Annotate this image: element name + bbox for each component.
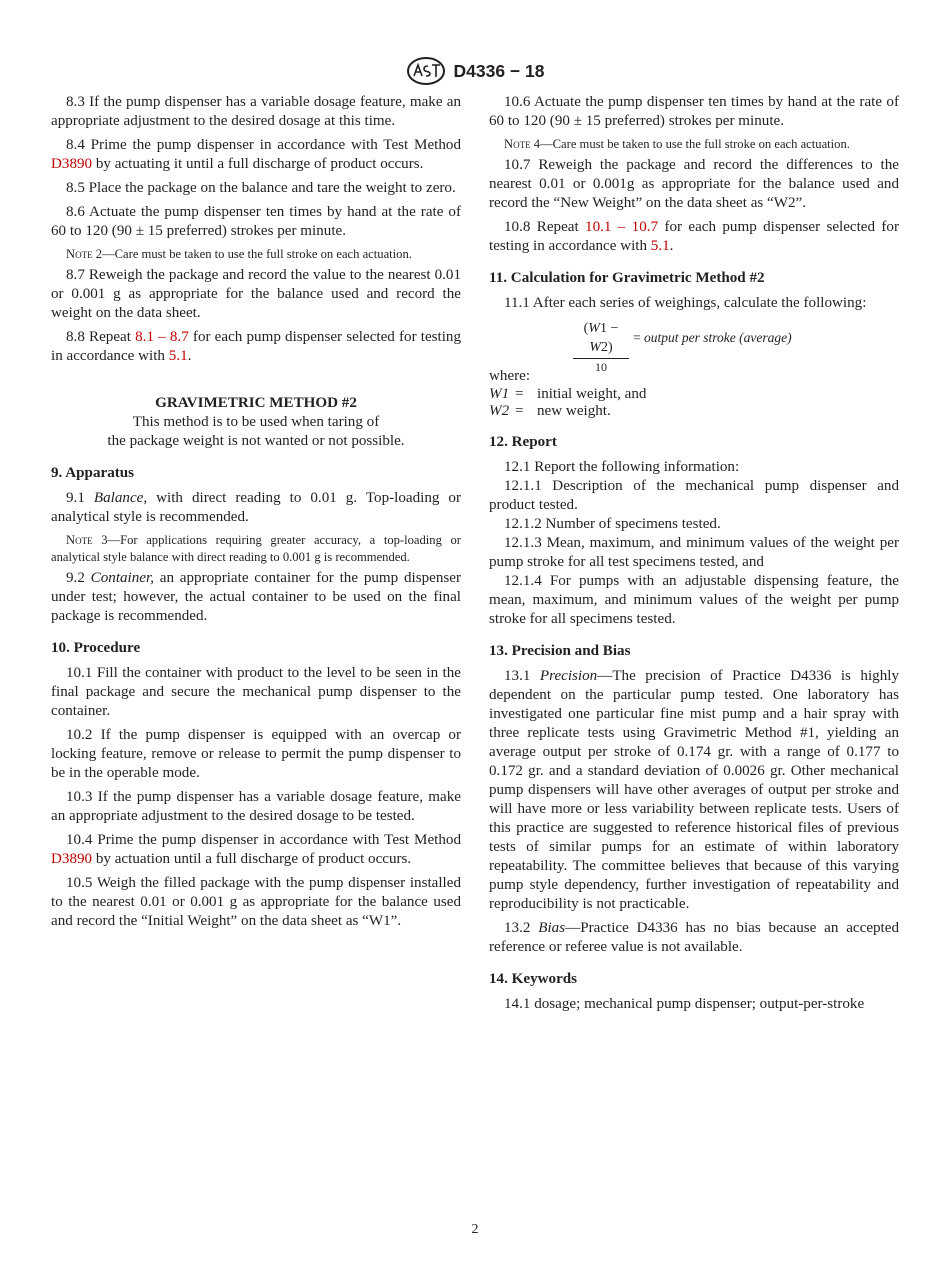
paren: ) [608, 340, 613, 355]
note-text: —Care must be taken to use the full stroke on each actuation. [102, 247, 412, 261]
text: —The precision of Practice D4336 is highly dependent on the particular pump tested. One laboratory has investigated one particular fine mist pump and a hair spray with three replicate tests using Gravimetric Method #1, yielding an average output per stroke of 0.174 gr. with a range of 0.177 to 0.172 gr. and a standard deviation of 0.0026 gr. Other mechanical pump dispensers will have other averages of output per stroke and will have more or less variability between replicate tests. Users of this practice are suggested to reference historical files of previous tests of similar pumps for an estimate of within laboratory repeatability. The committee believes that because of this varying pump style dependency, further investigation of repeatability and reproducibility is not practicable. [489, 668, 900, 912]
paragraph-13-2 [489, 919, 899, 957]
term: Bias [538, 920, 566, 936]
note-label: Note 4 [504, 137, 541, 151]
minus: − [606, 321, 619, 336]
definition-text: initial weight, and [537, 386, 647, 402]
paragraph-10-2: 10.2 If the pump dispenser is equipped with an overcap or locking feature, remove or release to permit the pump dispenser to be in the operable mode. [51, 727, 461, 781]
left-column [51, 93, 461, 936]
paragraph-10-4 [51, 831, 461, 869]
formula-result [633, 328, 792, 347]
text: 8.4 Prime the pump dispenser in accordance with Test Method [66, 137, 461, 153]
paragraph-10-7: 10.7 Reweigh the package and record the differences to the nearest 0.01 or 0.001g as appropriate for the balance used and record the “New Weight” on the data sheet as “W2”. [489, 157, 899, 211]
paragraph-13-1 [489, 667, 899, 914]
text: 13.2 [504, 920, 539, 936]
digit: 1 [599, 321, 607, 336]
paragraph-14-1: 14.1 dosage; mechanical pump dispenser; output-per-stroke [504, 996, 865, 1012]
note-4 [489, 136, 899, 153]
text: 8.8 Repeat [66, 329, 136, 345]
text: . [669, 238, 674, 254]
page-header [0, 56, 950, 86]
page-number: 2 [471, 1222, 479, 1237]
definition-list [489, 386, 899, 420]
paragraph-12-1-1: 12.1.1 Description of the mechanical pump dispenser and product tested. [489, 478, 899, 513]
document-id: D4336 − 18 [453, 60, 545, 81]
paragraph-9-1 [51, 489, 461, 527]
text: 10.8 Repeat [504, 219, 586, 235]
text: for each pump dispenser selected for testing in accordance with [51, 329, 462, 364]
formula-numerator [573, 319, 629, 359]
output-formula [489, 319, 899, 374]
digit: 2 [601, 340, 608, 355]
result-qualifier: (average) [739, 330, 792, 345]
gravimetric-intro-line-1: This method is to be used when taring of [132, 414, 380, 430]
section-11-heading: 11. Calculation for Gravimetric Method #2 [489, 270, 765, 286]
definition-w2 [489, 403, 899, 420]
link-5-1[interactable]: 5.1 [650, 238, 670, 254]
text: . [187, 348, 192, 364]
note-text: —Care must be taken to use the full stroke on each actuation. [540, 137, 850, 151]
section-9-heading: 9. Apparatus [51, 465, 135, 481]
symbol: W2 [489, 403, 510, 419]
link-8-1-8-7[interactable]: 8.1 – 8.7 [135, 329, 189, 345]
link-d3890[interactable]: D3890 [51, 851, 93, 867]
note-3 [51, 532, 461, 566]
section-10-heading: 10. Procedure [51, 640, 141, 656]
paragraph-10-6: 10.6 Actuate the pump dispenser ten times by hand at the rate of 60 to 120 (90 ± 15 preferred) strokes per minute. [489, 94, 899, 129]
text: with direct reading to 0.01 g. Top-loading or analytical style is recommended. [51, 490, 462, 525]
section-14-heading: 14. Keywords [489, 971, 578, 987]
symbol: W1 [489, 386, 510, 402]
text: —Practice D4336 has no bias because an accepted reference or referee value is not available. [489, 920, 899, 955]
astm-logo-icon [406, 56, 446, 86]
paragraph-12-1-3: 12.1.3 Mean, maximum, and minimum values of the weight per pump stroke for all test specimens tested, and [489, 535, 899, 570]
paragraph-8-5: 8.5 Place the package on the balance and tare the weight to zero. [66, 180, 456, 196]
paragraph-8-8 [51, 328, 461, 366]
var: W [589, 340, 601, 355]
gravimetric-method-2-title: GRAVIMETRIC METHOD #2 [155, 395, 357, 411]
text: 10.4 Prime the pump dispenser in accordance with Test Method [66, 832, 461, 848]
text: 9.1 [66, 490, 94, 506]
var: W [588, 321, 600, 336]
term: Container, [90, 570, 154, 586]
paragraph-8-3: 8.3 If the pump dispenser has a variable dosage feature, make an appropriate adjustment to the desired dosage at this time. [51, 94, 461, 129]
note-2 [51, 246, 461, 263]
definition-w1 [489, 386, 899, 403]
right-column [489, 93, 899, 1019]
link-10-1-10-7[interactable]: 10.1 – 10.7 [585, 219, 659, 235]
result-term: output per stroke [644, 330, 736, 345]
paragraph-10-3: 10.3 If the pump dispenser has a variable dosage feature, make an appropriate adjustment to the desired dosage to be tested. [51, 789, 461, 824]
paragraph-9-2 [51, 569, 461, 626]
paragraph-10-1: 10.1 Fill the container with product to the level to be seen in the final package and secure the mechanical pump dispenser to the container. [51, 665, 461, 719]
formula-fraction [573, 319, 629, 375]
text: by actuating it until a full discharge of product occurs. [92, 156, 424, 172]
equals: = [515, 403, 524, 419]
formula-denominator: 10 [595, 360, 607, 374]
paragraph-12-1-4: 12.1.4 For pumps with an adjustable dispensing feature, the mean, maximum, and minimum values of the weight per pump stroke for all specimens tested. [489, 573, 899, 627]
gravimetric-intro-line-2: the package weight is not wanted or not possible. [107, 433, 405, 449]
text: 9.2 [66, 570, 91, 586]
text: 13.1 [504, 668, 540, 684]
term: Balance, [93, 490, 148, 506]
note-text: —For applications requiring greater accuracy, a top-loading or analytical style balance with direct reading to 0.001 g is recommended. [51, 533, 461, 564]
text: by actuation until a full discharge of product occurs. [92, 851, 412, 867]
paragraph-8-7: 8.7 Reweigh the package and record the value to the nearest 0.01 or 0.001 g as appropriate for the balance used and record the weight on the data sheet. [51, 267, 461, 321]
paragraph-11-1: 11.1 After each series of weighings, calculate the following: [504, 295, 867, 311]
paren: ( [583, 321, 589, 336]
section-13-heading: 13. Precision and Bias [489, 643, 631, 659]
link-5-1[interactable]: 5.1 [168, 348, 188, 364]
note-label: Note 3 [66, 533, 108, 547]
where-label: where: [489, 368, 531, 384]
equals: = [515, 386, 524, 402]
note-label: Note 2 [66, 247, 103, 261]
paragraph-10-5: 10.5 Weigh the filled package with the pump dispenser installed to the nearest 0.01 or 0.001 g as appropriate for the balance used and record the “Initial Weight” on the data sheet as “W1”. [51, 875, 461, 929]
section-12-heading: 12. Report [489, 434, 557, 450]
paragraph-10-8 [489, 218, 899, 256]
paragraph-12-1: 12.1 Report the following information: [504, 459, 740, 475]
link-d3890[interactable]: D3890 [51, 156, 93, 172]
term: Precision [539, 668, 598, 684]
text: an appropriate container for the pump dispenser under test; however, the actual container to be used on the final package is recommended. [51, 570, 462, 624]
text: for each pump dispenser selected for testing in accordance with [489, 219, 900, 254]
paragraph-12-1-2: 12.1.2 Number of specimens tested. [504, 516, 721, 532]
paragraph-8-4 [51, 136, 461, 174]
definition-text: new weight. [537, 403, 611, 419]
equals: = [633, 330, 641, 345]
paragraph-8-6: 8.6 Actuate the pump dispenser ten times by hand at the rate of 60 to 120 (90 ± 15 preferred) strokes per minute. [51, 204, 461, 239]
